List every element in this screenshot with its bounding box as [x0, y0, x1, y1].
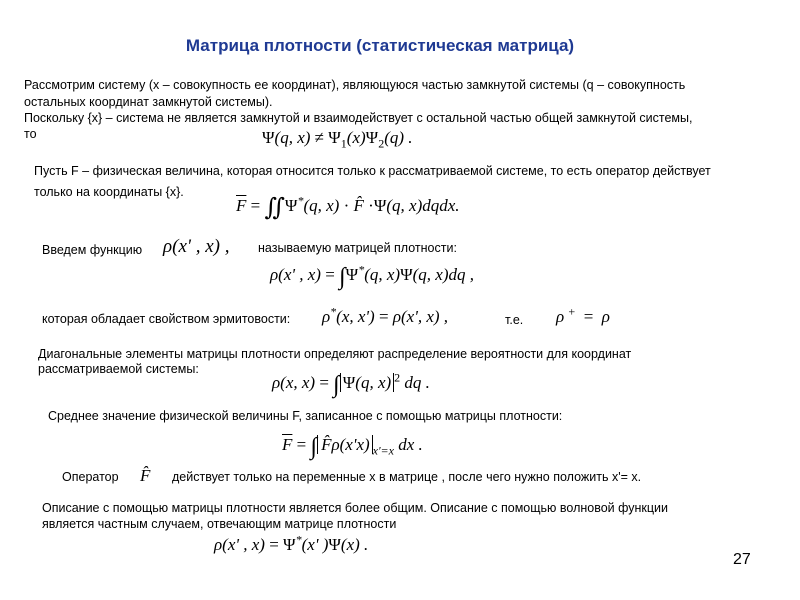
formula-rho-plus: ρ + = ρ: [556, 304, 610, 326]
paragraph-line: Пусть F – физическая величина, которая относится только к рассматриваемой системе, то есть оператор действует: [34, 164, 711, 178]
paragraph-line: Диагональные элементы матрицы плотности определяют распределение вероятности для координат: [38, 347, 632, 361]
paragraph-line: Описание с помощью матрицы плотности является более общим. Описание с помощью волновой функции: [42, 501, 669, 515]
label-text: Введем функцию: [42, 243, 143, 257]
formula-hermiticity: ρ*(x, x') = ρ(x', x) ,: [322, 304, 449, 326]
formula-psi-not-product: Ψ(q, $x) \ne \Psi_1(x)\Psi_2(q)$ .: [262, 128, 413, 151]
label-text: которая обладает свойством эрмитовости:: [42, 312, 291, 326]
label-text: т.е.: [505, 313, 524, 327]
formula-pure-state: ρ(x' , x) = Ψ*(x' )Ψ(x) .: [214, 532, 369, 554]
formula-diagonal-probability: ρ(x, x) = ∫ Ψ(q, x) $^2$ dq .: [272, 370, 430, 398]
formula-mean-value-rho: $\overline{F}$ = ∫ F̂ρ(x'x) $_{x'=x}$ dx .: [282, 434, 423, 460]
paragraph-line: только на координаты {x}.: [34, 185, 184, 199]
paragraph-line: то: [24, 127, 37, 141]
formula-rho-definition: ρ(x' , x) ,: [163, 236, 230, 257]
paragraph-line: Среднее значение физической величины F, записанное с помощью матрицы плотности:: [48, 409, 563, 423]
label-text: действует только на переменные x в матрице , после чего нужно положить x'= x.: [172, 470, 642, 484]
paragraph-line: Поскольку {x} – система не является замкнутой и взаимодействует с остальной частью общей замкнутой системы,: [24, 111, 693, 125]
paragraph-line: является частным случаем, отвечающим матрице плотности: [42, 517, 397, 531]
formula-density-matrix: ρ(x' , x) = ∫Ψ*(q, x)Ψ(q, x)dq ,: [270, 262, 474, 290]
paragraph-line: рассматриваемой системы:: [38, 362, 199, 376]
page-number: 27: [733, 551, 751, 568]
formula-mean-value-psi: $\overline{F}$ = ∬Ψ*(q, x) · F̂ ·Ψ(q, x)dqdx.: [236, 193, 460, 221]
formula-operator-f: F̂: [140, 466, 151, 485]
label-text: Оператор: [62, 470, 119, 484]
label-text: называемую матрицей плотности:: [258, 241, 457, 255]
paragraph-line: Рассмотрим систему (x – совокупность ее координат), являющуюся частью замкнутой системы (q – совокупность: [24, 78, 686, 92]
paragraph-line: остальных координат замкнутой системы).: [24, 95, 273, 109]
slide-title: Матрица плотности (статистическая матрица): [185, 36, 575, 55]
